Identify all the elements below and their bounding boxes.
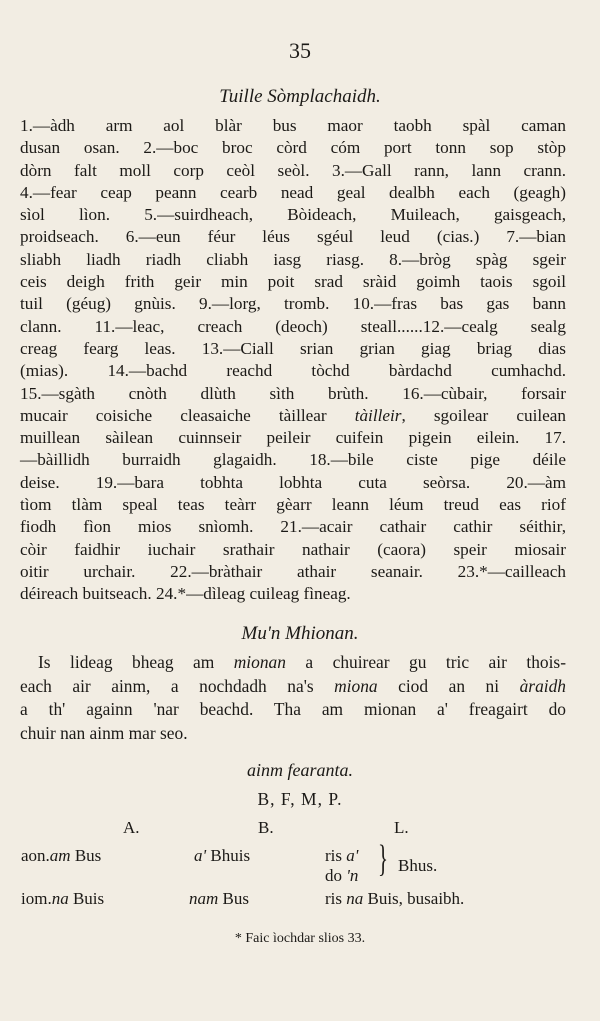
italic-word: miona (334, 675, 378, 696)
text-span: a chuirear gu tric air thois- (285, 652, 566, 672)
text-line: muillean sàilean cuinnseir peileir cuifein pigein eilein. 17. (20, 428, 566, 448)
table-subtitle: B, F, M, P. (257, 789, 343, 809)
text-line: tìom tlàm speal teas teàrr gèarr leann léum treud eas riof (20, 495, 566, 515)
text-span: Buis, busaibh. (363, 889, 465, 908)
text-line: 15.—sgàth cnòth dlùth sìth brùth. 16.—cùbair, forsair (20, 383, 566, 403)
table-title: ainm fearanta. (247, 760, 353, 780)
text-line: 1.—àdh arm aol blàr bus maor taobh spàl caman (20, 116, 566, 135)
column-header-b: B. (258, 818, 274, 837)
table-cell (194, 846, 250, 866)
table-cell: Bhus. (398, 856, 438, 875)
text-span: Bus (70, 846, 102, 865)
text-line: sìol lìon. 5.—suirdheach, Bòideach, Muileach, gaisgeach, (20, 205, 566, 225)
text-line (20, 405, 566, 427)
text-span: each air ainm, a nochdadh na's (20, 675, 335, 696)
text-span: Is lideag bheag am (38, 652, 234, 672)
italic-word: tàilleir (354, 405, 402, 425)
brace-symbol: } (378, 838, 389, 880)
text-line: ceis deigh frith geir min poit srad sràid goimh taois sgoil (20, 272, 566, 292)
page-number: 35 (289, 38, 311, 63)
text-line: clann. 11.—leac, creach (deoch) steall......12.—cealg sealg (20, 316, 566, 336)
italic-word: 'n (346, 866, 359, 885)
table-cell (21, 889, 104, 909)
text-span: Buis (68, 889, 105, 908)
italic-word: na (51, 889, 69, 908)
text-line: déireach buitseach. 24.*—dìleag cuileag fìneag. (20, 584, 351, 604)
text-line: —bàillidh burraidh glagaidh. 18.—bile ciste pige déile (20, 450, 566, 470)
text-line (20, 675, 566, 699)
text-line: còir faidhir iuchair srathair nathair (caora) speir miosair (20, 539, 566, 559)
text-span: ris (325, 846, 347, 865)
text-line: dòrn falt moll corp ceòl seòl. 3.—Gall rann, lann crann. (20, 160, 566, 180)
section-heading-tuille: Tuille Sòmplachaidh. (219, 86, 381, 107)
text-span: aon. (21, 846, 50, 865)
text-span: do (325, 866, 347, 885)
text-line (20, 651, 566, 675)
table-cell (325, 889, 464, 909)
text-span: iom. (21, 889, 52, 908)
text-span: Bhuis (206, 846, 251, 865)
table-cell (325, 866, 358, 886)
table-cell (21, 846, 101, 866)
column-header-a: A. (123, 818, 140, 837)
text-line: deise. 19.—bara tobhta lobhta cuta seòrsa. 20.—àm (20, 472, 566, 492)
footnote: * Faic ìochdar slios 33. (234, 931, 366, 946)
text-line: sliabh liadh riadh cliabh iasg riasg. 8.—bròg spàg sgeir (20, 249, 566, 269)
italic-word: a' (194, 846, 207, 865)
text-span: , sgoilear cuilean (401, 405, 566, 425)
text-line: 4.—fear ceap peann cearb nead geal dealbh each (geagh) (20, 182, 566, 202)
text-span: Bus (218, 889, 249, 908)
text-span: mucair coisiche cleasaiche tàillear (20, 405, 355, 425)
text-line: chuir nan ainm mar seo. (20, 722, 188, 743)
column-header-l: L. (394, 818, 409, 837)
text-line: (mias). 14.—bachd reachd tòchd bàrdachd cumhachd. (20, 361, 566, 381)
text-span: ris (325, 889, 347, 908)
text-line: fiodh fìon mios snìomh. 21.—acair cathair cathir séithir, (20, 517, 566, 537)
word-list (20, 115, 566, 606)
text-line: proidseach. 6.—eun féur léus sgéul leud (cias.) 7.—bian (20, 227, 566, 247)
table-cell (189, 889, 249, 909)
text-line: creag fearg leas. 13.—Ciall srian grian giag briag dias (20, 338, 566, 358)
italic-word: àraidh (519, 675, 566, 696)
text-span: ciod an ni (377, 675, 520, 696)
table-cell (325, 846, 358, 866)
italic-word: mionan (233, 652, 286, 672)
text-line: oitir urchair. 22.—bràthair athair seanair. 23.*—cailleach (20, 561, 566, 581)
section-heading-mionan: Mu'n Mhionan. (241, 623, 359, 644)
text-line: dusan osan. 2.—boc broc còrd cóm port tonn sop stòp (20, 138, 566, 158)
italic-word: nam (189, 889, 219, 908)
italic-word: a' (346, 846, 359, 865)
mionan-paragraph (20, 651, 566, 745)
italic-word: na (346, 889, 364, 908)
text-line: a th' againn 'nar beachd. Tha am mionan a' freagairt do (20, 699, 566, 719)
italic-word: am (49, 846, 71, 865)
text-line: tuil (géug) gnùis. 9.—lorg, tromb. 10.—fras bas gas bann (20, 294, 566, 314)
